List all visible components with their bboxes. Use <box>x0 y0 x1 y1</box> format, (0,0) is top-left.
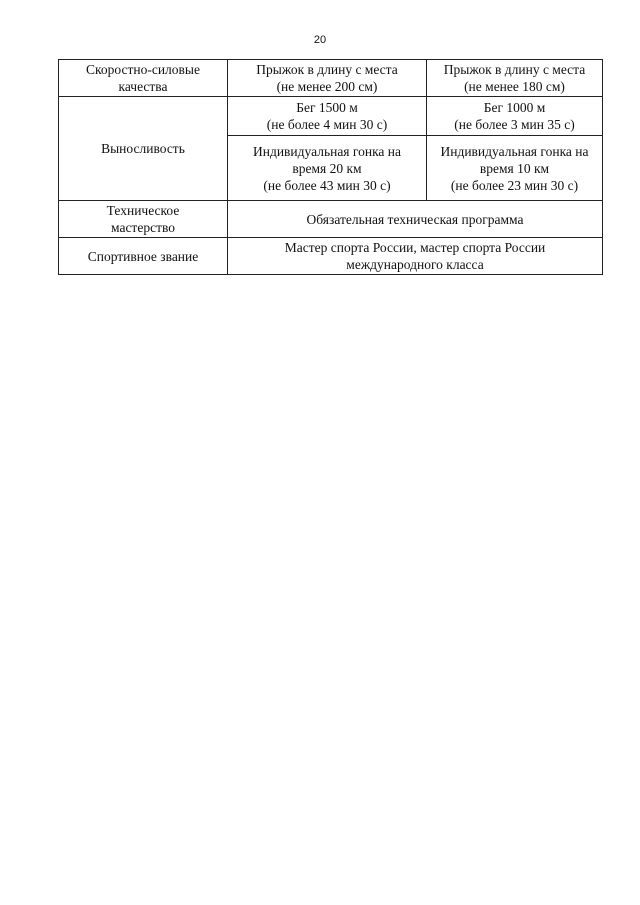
cell-line: (не более 43 мин 30 с) <box>263 177 391 193</box>
criteria-table <box>58 59 603 275</box>
requirement-cell <box>427 60 603 97</box>
cell-line: Техническое <box>106 203 180 218</box>
cell-line: Индивидуальная гонка на <box>252 143 402 159</box>
category-cell <box>59 60 228 97</box>
cell-line: Бег 1000 м <box>483 100 546 115</box>
cell-line: Индивидуальная гонка на <box>440 143 589 159</box>
cell-line: мастерство <box>111 220 175 235</box>
cell-line: Спортивное звание <box>87 248 199 264</box>
requirement-cell <box>228 136 427 201</box>
cell-line: Выносливость <box>101 141 185 156</box>
table-row-sport-title <box>59 238 603 275</box>
requirement-cell <box>427 136 603 201</box>
merged-requirement-cell <box>228 201 603 238</box>
requirement-cell <box>427 97 603 136</box>
cell-line: Скоростно-силовые <box>86 62 200 77</box>
merged-requirement-cell <box>228 238 603 275</box>
cell-line: (не менее 200 см) <box>276 79 378 94</box>
cell-line: Прыжок в длину с места <box>443 62 586 77</box>
cell-line: качества <box>118 79 168 94</box>
cell-line: (не более 4 мин 30 с) <box>266 117 388 132</box>
table-row-speed-strength <box>59 60 603 97</box>
category-cell <box>59 201 228 238</box>
cell-line: (не менее 180 см) <box>464 79 565 94</box>
requirement-cell <box>228 97 427 136</box>
cell-line: международного класса <box>346 257 484 272</box>
cell-line: (не более 23 мин 30 с) <box>450 177 579 193</box>
category-cell <box>59 97 228 201</box>
cell-line: (не более 3 мин 35 с) <box>454 117 575 132</box>
page-number: 20 <box>313 34 327 46</box>
table-row-endurance <box>59 97 603 136</box>
cell-line: Прыжок в длину с места <box>256 62 398 77</box>
cell-line: Обязательная техническая программа <box>306 211 524 227</box>
cell-line: время 20 км <box>292 160 362 176</box>
cell-line: Бег 1500 м <box>296 100 358 115</box>
category-cell <box>59 238 228 275</box>
cell-line: время 10 км <box>479 160 550 176</box>
cell-line: Мастер спорта России, мастер спорта России <box>284 240 546 255</box>
table-row-technical <box>59 201 603 238</box>
requirement-cell <box>228 60 427 97</box>
